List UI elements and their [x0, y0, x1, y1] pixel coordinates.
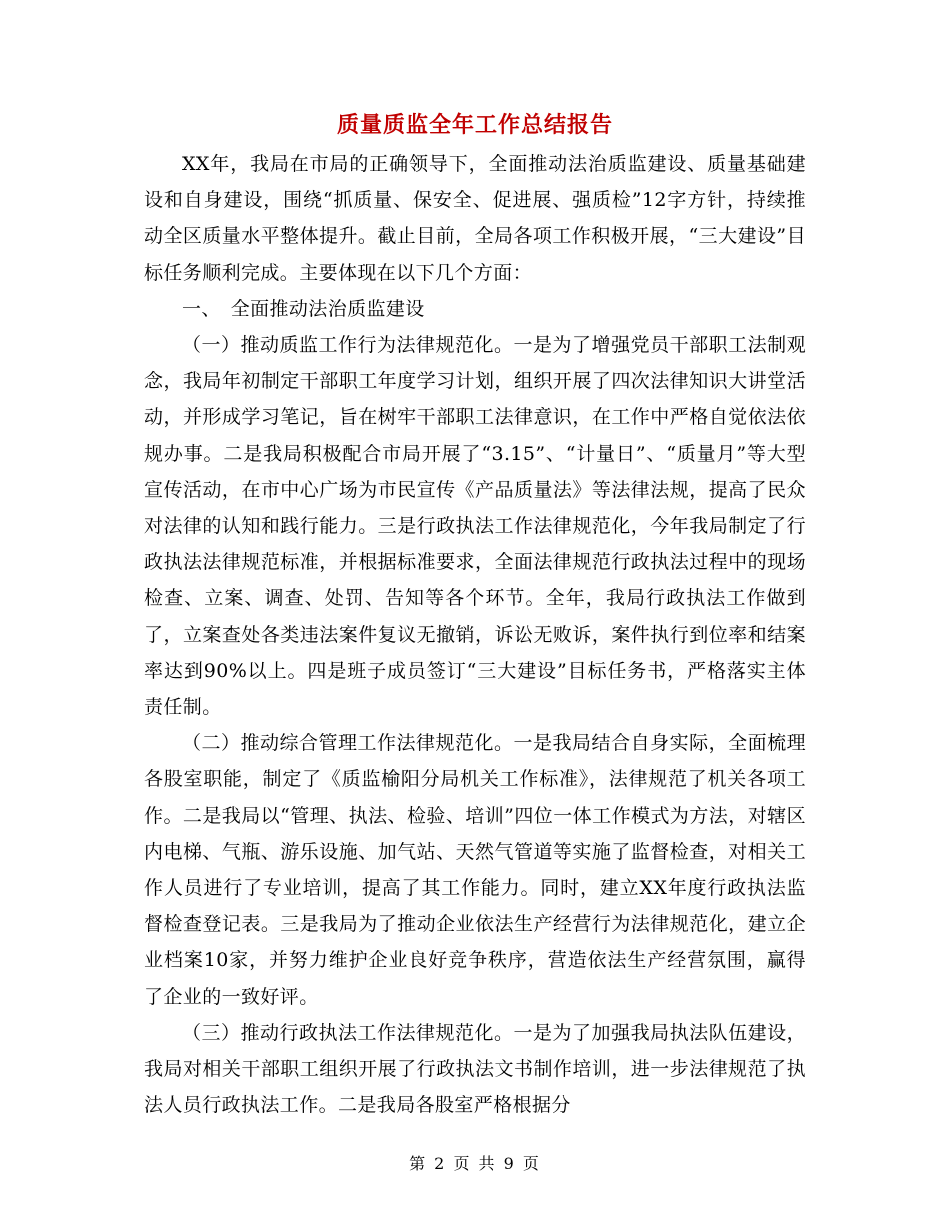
body-paragraph-3: （三）推动行政执法工作法律规范化。一是为了加强我局执法队伍建设，我局对相关干部职工组织开展了行政执法文书制作培训，进一步法律规范了执法人员行政执法工作。二是我局各股室严格根据分 — [144, 1021, 806, 1117]
intro-paragraph: XX年，我局在市局的正确领导下，全面推动法治质监建设、质量基础建设和自身建设，围绕“抓质量、保安全、促进展、强质检”12字方针，持续推动全区质量水平整体提升。截止目前，全局各项工作积极开展，“三大建设”目标任务顺利完成。主要体现在以下几个方面： — [144, 153, 806, 284]
section-heading: 一、 全面推动法治质监建设 — [182, 297, 425, 320]
document-title: 质量质监全年工作总结报告 — [336, 112, 613, 138]
body-paragraph-1: （一）推动质监工作行为法律规范化。一是为了增强党员干部职工法制观念，我局年初制定干部职工年度学习计划，组织开展了四次法律知识大讲堂活动，并形成学习笔记，旨在树牢干部职工法律意识，在工作中严格自觉依法依规办事。二是我局积极配合市局开展了“3.15”、“计量日”、“质量月”等大型宣传活动，在市中心广场为市民宣传《产品质量法》等法律法规，提高了民众对法律的认知和践行能力。三是行政执法工作法律规范化，今年我局制定了行政执法法律规范标准，并根据标准要求，全面法律规范行政执法过程中的现场检查、立案、调查、处罚、告知等各个环节。全年，我局行政执法工作做到了，立案查处各类违法案件复议无撤销，诉讼无败诉，案件执行到位率和结案率达到90%以上。四是班子成员签订“三大建设”目标任务书，严格落实主体责任制。 — [144, 334, 806, 719]
body-paragraph-2: （二）推动综合管理工作法律规范化。一是我局结合自身实际，全面梳理各股室职能，制定了《质监榆阳分局机关工作标准》，法律规范了机关各项工作。二是我局以“管理、执法、检验、培训”四位一体工作模式为方法，对辖区内电梯、气瓶、游乐设施、加气站、天然气管道等实施了监督检查，对相关工作人员进行了专业培训，提高了其工作能力。同时，建立XX年度行政执法监督检查登记表。三是我局为了推动企业依法生产经营行为法律规范化，建立企业档案10家，并努力维护企业良好竞争秩序，营造依法生产经营氛围，赢得了企业的一致好评。 — [144, 732, 806, 1008]
document-body — [144, 146, 806, 1123]
page-number: 第 2 页 共 9 页 — [409, 1154, 541, 1173]
